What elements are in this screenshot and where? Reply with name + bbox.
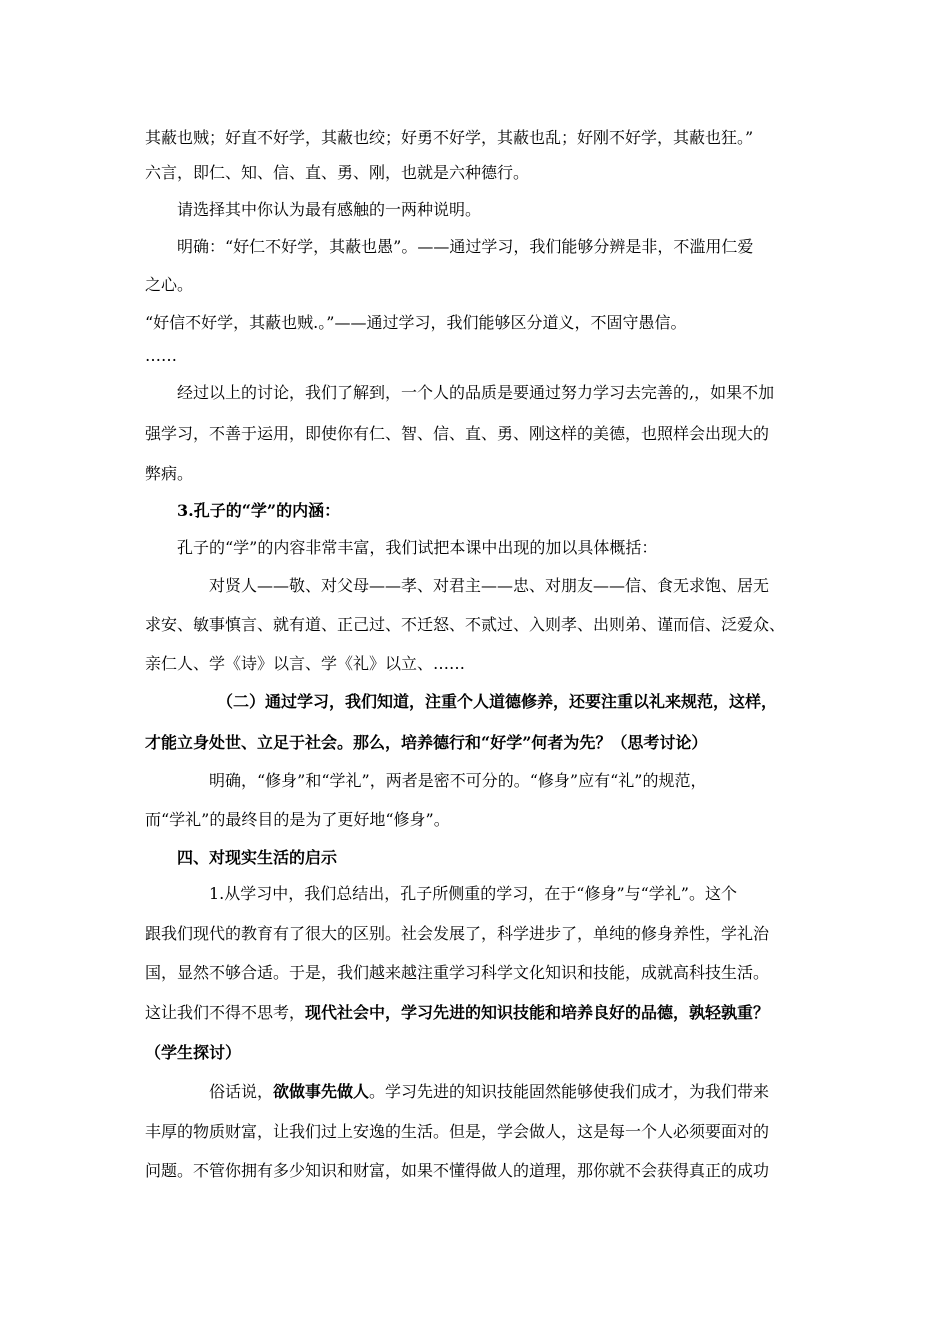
text-line-12: 孔子的“学”的内容非常丰富，我们试把本课中出现的加以具体概括： — [177, 538, 658, 557]
text-line-10: 弊病。 — [145, 464, 194, 483]
text-line-22: 跟我们现代的教育有了很大的区别。社会发展了，科学进步了，单纯的修身养性，学礼治 — [145, 924, 770, 943]
text-line-21: 1.从学习中，我们总结出，孔子所侧重的学习，在于“修身”与“学礼”。这个 — [209, 884, 737, 903]
text-line-27: 丰厚的物质财富，让我们过上安逸的生活。但是，学会做人，这是每一个人必须要面对的 — [145, 1122, 770, 1141]
text-line-26-bold-phrase: 欲做事先做人 — [273, 1082, 370, 1101]
text-line-1: 其蔽也贼；好直不好学，其蔽也绞；好勇不好学，其蔽也乱；好刚不好学，其蔽也狂。” — [145, 128, 754, 147]
text-line-18: 明确，“修身”和“学礼”，两者是密不可分的。“修身”应有“礼”的规范， — [209, 771, 707, 790]
text-line-14: 求安、敏事慎言、就有道、正己过、不迁怒、不贰过、入则孝、出则弟、谨而信、泛爱众、 — [145, 615, 786, 634]
text-line-24-lead: 这让我们不得不思考， — [145, 1003, 306, 1022]
text-line-5: 之心。 — [145, 275, 194, 294]
text-line-6: “好信不好学，其蔽也贼.。”——通过学习，我们能够区分道义，不固守愚信。 — [145, 313, 687, 332]
text-line-9: 强学习，不善于运用，即使你有仁、智、信、直、勇、刚这样的美德，也照样会出现大的 — [145, 424, 770, 443]
text-line-28: 问题。不管你拥有多少知识和财富，如果不懂得做人的道理，那你就不会获得真正的成功 — [145, 1161, 770, 1180]
section-heading-3: 3.孔子的“学”的内涵： — [177, 501, 341, 520]
subsection-heading-2-line2: 才能立身处世、立足于社会。那么，培养德行和“好学”何者为先？（思考讨论） — [145, 733, 708, 752]
student-discussion-label: （学生探讨） — [145, 1043, 242, 1062]
subsection-heading-2-line1: （二）通过学习，我们知道，注重个人道德修养，还要注重以礼来规范，这样， — [217, 692, 778, 711]
text-line-7: …… — [145, 346, 177, 365]
text-line-26-rest: 。学习先进的知识技能固然能够使我们成才，为我们带来 — [369, 1082, 770, 1101]
section-heading-4: 四、对现实生活的启示 — [177, 848, 338, 867]
text-line-24 — [145, 1003, 950, 1023]
text-line-4: 明确：“好仁不好学，其蔽也愚”。——通过学习，我们能够分辨是非，不滥用仁爱 — [177, 237, 754, 256]
text-line-3: 请选择其中你认为最有感触的一两种说明。 — [177, 200, 482, 219]
text-line-8: 经过以上的讨论，我们了解到，一个人的品质是要通过努力学习去完善的,，如果不加 — [177, 383, 775, 402]
text-line-13: 对贤人——敬、对父母——孝、对君主——忠、对朋友——信、食无求饱、居无 — [209, 576, 770, 595]
text-line-15: 亲仁人、学《诗》以言、学《礼》以立、…… — [145, 654, 466, 673]
text-line-19: 而“学礼”的最终目的是为了更好地“修身”。 — [145, 810, 450, 829]
text-line-24-bold-question: 现代社会中，学习先进的知识技能和培养良好的品德，孰轻孰重？ — [305, 1003, 770, 1022]
text-line-2: 六言，即仁、知、信、直、勇、刚，也就是六种德行。 — [145, 163, 530, 182]
text-line-23: 国，显然不够合适。于是，我们越来越注重学习科学文化知识和技能，成就高科技生活。 — [145, 963, 770, 982]
text-line-26 — [209, 1082, 950, 1102]
text-line-26-lead: 俗话说， — [209, 1082, 274, 1101]
